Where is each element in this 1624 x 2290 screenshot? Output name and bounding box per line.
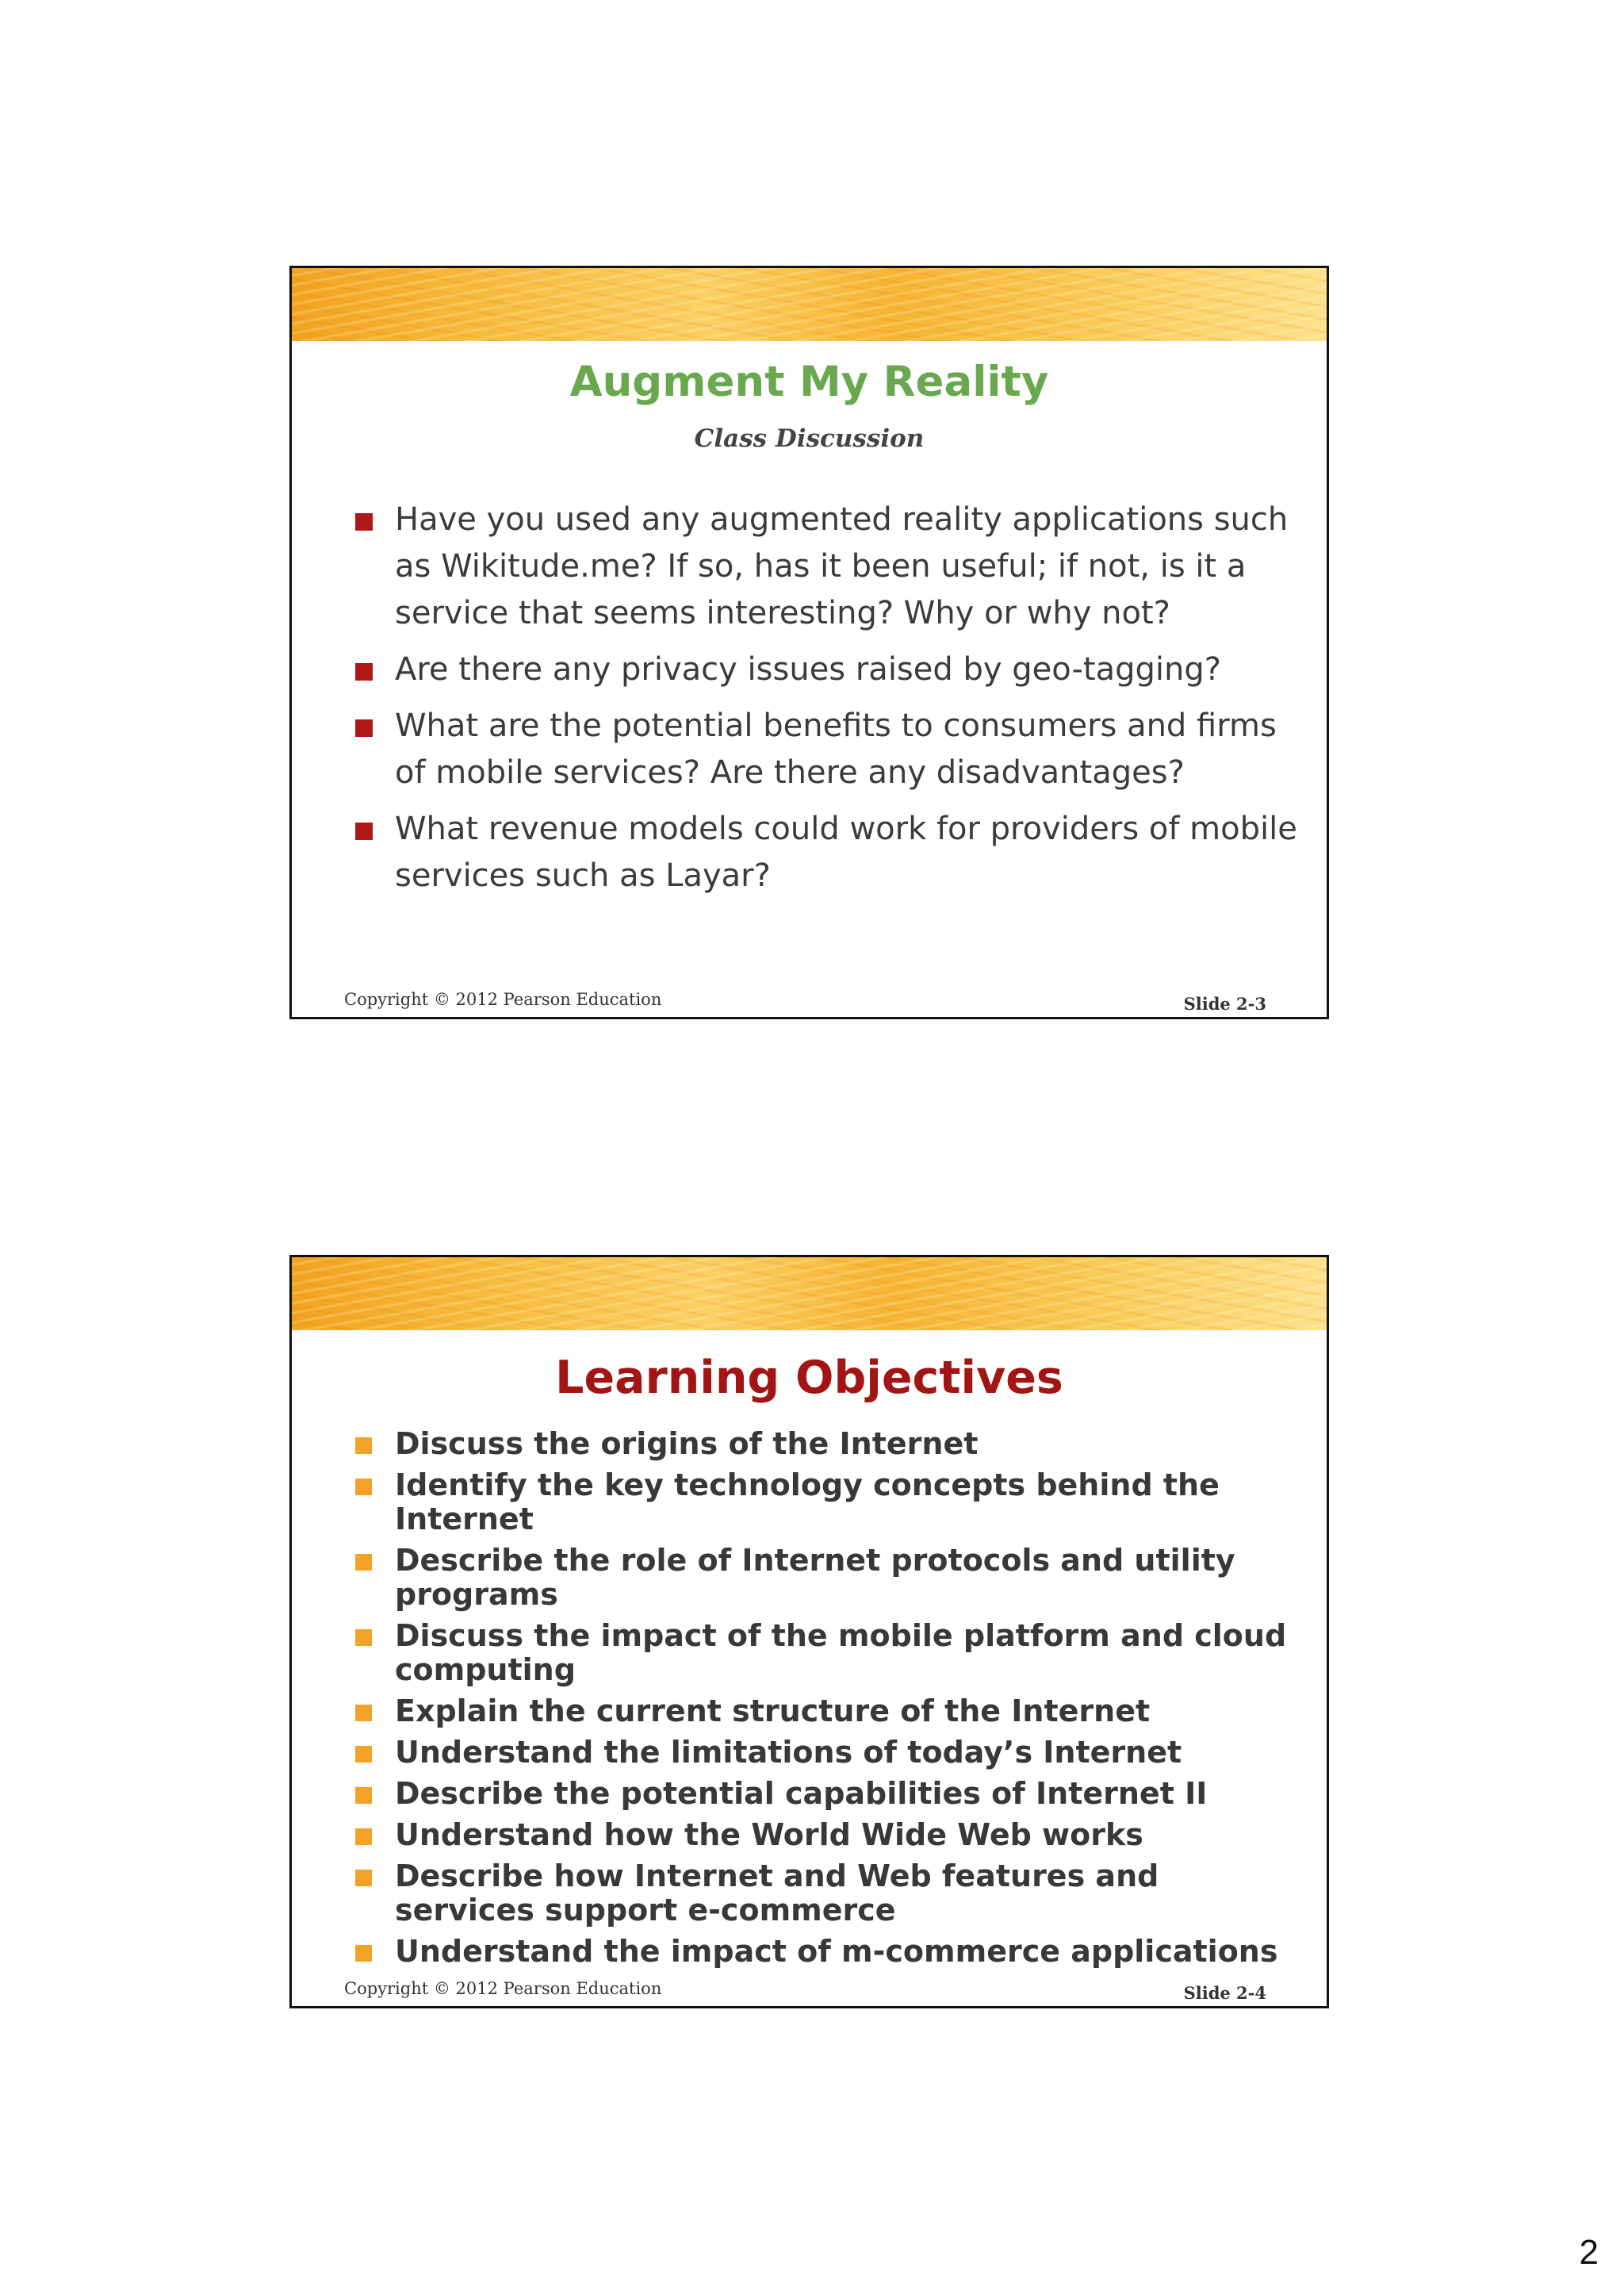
bullet-item [355,1468,1299,1536]
bullet-text: Discuss the origins of the Internet [395,1426,979,1461]
square-bullet-icon [355,1945,372,1962]
slide-number: Slide 2-4 [1183,1983,1266,2003]
slide-augment-my-reality [289,266,1329,1019]
bullet-item [355,497,1299,637]
bullet-text: Describe the role of Internet protocols and utility programs [395,1543,1235,1612]
bullet-text: What are the potential benefits to consumers and firms of mobile services? Are there any disadvantages? [395,708,1277,791]
bullet-item [355,1777,1299,1811]
bullet-item [355,1736,1299,1770]
square-bullet-icon [355,1629,372,1646]
square-bullet-icon [355,663,373,681]
copyright-notice: Copyright © 2012 Pearson Education [344,1979,662,1998]
bullet-item [355,1818,1299,1852]
square-bullet-icon [355,1787,372,1804]
bullet-list [355,497,1299,909]
square-bullet-icon [355,1705,372,1721]
square-bullet-icon [355,1437,372,1454]
bullet-item [355,1694,1299,1728]
slide-header-banner [292,268,1327,341]
bullet-text: Understand the impact of m-commerce applications [395,1934,1278,1969]
square-bullet-icon [355,1870,372,1886]
bullet-text: Are there any privacy issues raised by geo-tagging? [395,651,1221,688]
bullet-item [355,646,1299,693]
bullet-item [355,1859,1299,1928]
bullet-text: Understand the limitations of today’s Internet [395,1735,1182,1770]
bullet-text: Have you used any augmented reality applications such as Wikitude.me? If so, has it been useful; if not, is it a service that seems interesting? Why or why not? [395,501,1289,631]
bullet-text: What revenue models could work for providers of mobile services such as Layar? [395,811,1297,894]
page-number: 2 [1579,2233,1599,2272]
bullet-item [355,806,1299,900]
bullet-item [355,1619,1299,1687]
square-bullet-icon [355,1828,372,1845]
bullet-item [355,703,1299,796]
bullet-text: Identify the key technology concepts behind the Internet [395,1467,1220,1536]
bullet-item [355,1544,1299,1612]
copyright-notice: Copyright © 2012 Pearson Education [344,990,662,1009]
square-bullet-icon [355,513,373,531]
square-bullet-icon [355,1554,372,1571]
bullet-list [355,1427,1299,1976]
bullet-item [355,1935,1299,1969]
square-bullet-icon [355,823,373,840]
square-bullet-icon [355,1746,372,1763]
slide-number: Slide 2-3 [1183,994,1266,1014]
bullet-text: Understand how the World Wide Web works [395,1817,1143,1852]
slide-title: Learning Objectives [555,1352,1063,1404]
square-bullet-icon [355,719,373,737]
slide-subtitle: Class Discussion [694,424,925,453]
bullet-text: Describe how Internet and Web features and services support e-commerce [395,1858,1159,1928]
slide-learning-objectives [289,1255,1329,2008]
square-bullet-icon [355,1479,372,1495]
bullet-text: Discuss the impact of the mobile platform and cloud computing [395,1618,1287,1687]
bullet-text: Explain the current structure of the Internet [395,1694,1151,1728]
bullet-item [355,1427,1299,1461]
bullet-text: Describe the potential capabilities of Internet II [395,1776,1208,1811]
slide-title: Augment My Reality [569,358,1049,406]
slide-header-banner [292,1257,1327,1330]
